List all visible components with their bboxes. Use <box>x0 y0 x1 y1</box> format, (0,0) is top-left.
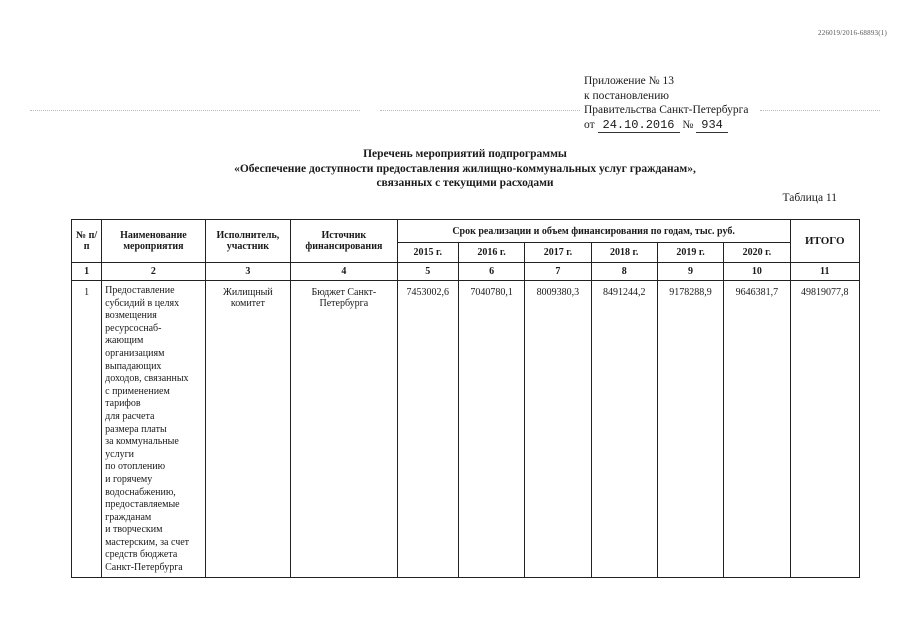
measure-name-line: возмещения <box>105 310 157 322</box>
measure-name-line: по отоплению <box>105 461 166 473</box>
column-number: 5 <box>397 263 458 281</box>
year-header: 2015 г. <box>397 243 458 263</box>
measure-name-line: гражданам <box>105 511 152 523</box>
measure-name-line: мастерским, за счет <box>105 536 190 548</box>
header-executor: Исполнитель, участник <box>205 220 290 263</box>
column-number-row <box>72 263 860 281</box>
header-period: Срок реализации и объем финансирования по годам, тыс. руб. <box>397 220 790 243</box>
measure-name-line: для расчета <box>105 410 155 422</box>
measure-name-line: услуги <box>105 448 135 460</box>
title-line3: связанных с текущими расходами <box>376 177 554 189</box>
table-row <box>72 281 860 578</box>
measure-name-line: организациям <box>105 347 165 359</box>
header-name: Наименование мероприятия <box>102 220 206 263</box>
value-2017: 8009380,3 <box>525 281 591 578</box>
value-2015: 7453002,6 <box>397 281 458 578</box>
year-header: 2018 г. <box>591 243 657 263</box>
measure-name-line: Санкт-Петербурга <box>105 562 183 574</box>
column-number: 3 <box>205 263 290 281</box>
year-header: 2019 г. <box>657 243 723 263</box>
column-number: 6 <box>458 263 524 281</box>
measure-name-line: водоснабжению, <box>105 486 176 498</box>
measure-name-line: доходов, связанных <box>105 373 189 385</box>
measure-name-line: выпадающих <box>105 360 162 372</box>
measure-name-line: ресурсоснаб- <box>105 322 162 334</box>
table-label: Таблица 11 <box>782 192 837 204</box>
column-number: 8 <box>591 263 657 281</box>
scan-artifact-line <box>380 110 580 111</box>
column-number: 10 <box>724 263 790 281</box>
measure-name-line: с применением <box>105 385 170 397</box>
title-line2: «Обеспечение доступности предоставления жилищно-коммунальных услуг гражданам», <box>234 162 696 175</box>
measure-name-line: предоставляемые <box>105 499 180 511</box>
appendix-line2: к постановлению <box>584 89 669 102</box>
executor: Жилищный комитет <box>205 281 290 578</box>
column-number: 11 <box>790 263 859 281</box>
header-source: Источник финансирования <box>291 220 398 263</box>
column-number: 1 <box>72 263 102 281</box>
funding-source: Бюджет Санкт-Петербурга <box>291 281 398 578</box>
resolution-number: 934 <box>696 118 728 134</box>
appendix-line3: Правительства Санкт-Петербурга <box>584 104 749 116</box>
year-header: 2017 г. <box>525 243 591 263</box>
year-header: 2016 г. <box>458 243 524 263</box>
measures-table <box>71 219 860 578</box>
header-row <box>72 220 860 243</box>
appendix-line1: Приложение № 13 <box>584 75 674 87</box>
value-2020: 9646381,7 <box>724 281 790 578</box>
measure-name-line: и творческим <box>105 524 163 536</box>
measure-name-line: Предоставление <box>105 285 175 296</box>
total-value: 49819077,8 <box>790 281 859 578</box>
number-prefix: № <box>682 118 694 131</box>
measure-name-line: размера платы <box>105 423 167 435</box>
column-number: 7 <box>525 263 591 281</box>
scan-artifact-line <box>30 110 360 111</box>
date-prefix: от <box>584 118 595 131</box>
measure-name-line: за коммунальные <box>105 436 179 448</box>
measure-name-line: субсидий в целях <box>105 297 180 309</box>
row-number: 1 <box>72 281 102 578</box>
appendix-date-line <box>584 118 749 134</box>
document-title <box>150 147 780 191</box>
column-number: 4 <box>291 263 398 281</box>
measure-name-line: и горячему <box>105 473 153 485</box>
year-header: 2020 г. <box>724 243 790 263</box>
document-id: 226019/2016-68893(1) <box>818 29 887 37</box>
header-total: ИТОГО <box>790 220 859 263</box>
value-2016: 7040780,1 <box>458 281 524 578</box>
appendix-block <box>584 74 749 133</box>
measure-name-line: жающим <box>105 335 144 347</box>
value-2018: 8491244,2 <box>591 281 657 578</box>
scan-artifact-line <box>760 110 880 111</box>
measure-name-line: средств бюджета <box>105 549 178 561</box>
title-line1: Перечень мероприятий подпрограммы <box>363 148 567 160</box>
resolution-date: 24.10.2016 <box>598 118 680 134</box>
column-number: 2 <box>102 263 206 281</box>
value-2019: 9178288,9 <box>657 281 723 578</box>
column-number: 9 <box>657 263 723 281</box>
measure-name-line: тарифов <box>105 398 141 410</box>
measure-name <box>102 281 206 578</box>
header-num: № п/п <box>72 220 102 263</box>
